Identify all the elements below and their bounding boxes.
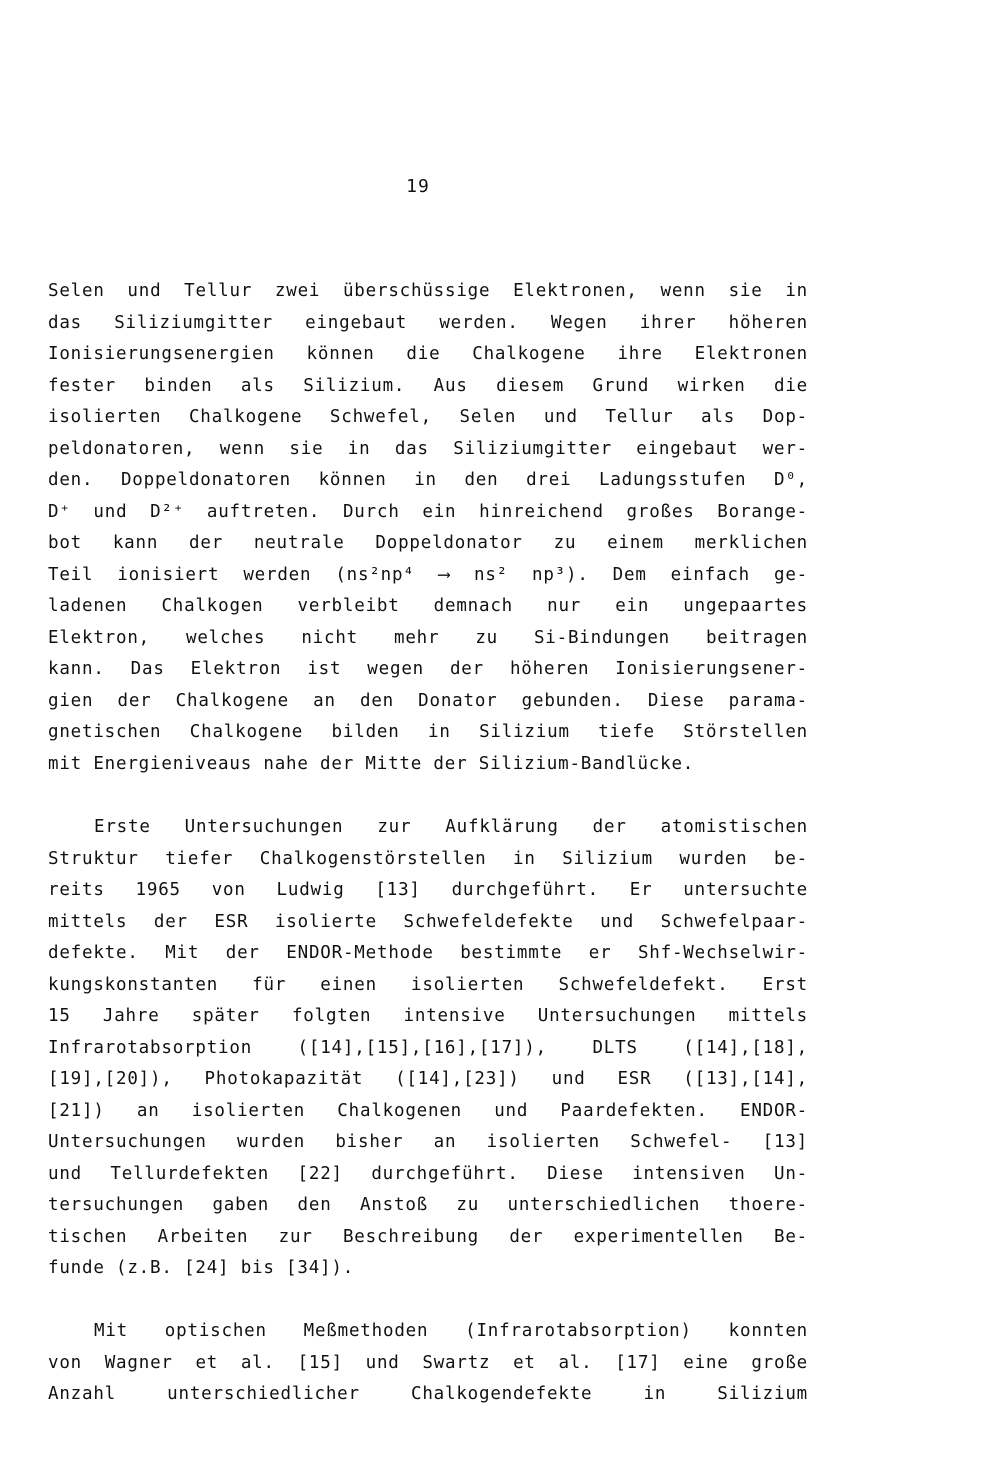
text-line: tersuchungen gaben den Anstoß zu unterschiedlichen thoere- xyxy=(48,1195,808,1215)
text-line: Teil ionisiert werden (ns²np⁴ ⟶ ns² np³). Dem einfach ge- xyxy=(48,564,808,585)
text-line: mittels der ESR isolierte Schwefeldefekte und Schwefelpaar- xyxy=(48,911,808,932)
text-line: Elektron, welches nicht mehr zu Si-Bindungen beitragen xyxy=(48,627,808,648)
page-number: 19 xyxy=(406,176,430,197)
text-line: Ionisierungsenergien können die Chalkogene ihre Elektronen xyxy=(48,344,808,364)
text-line: von Wagner et al. [15] und Swartz et al. [17] eine große xyxy=(48,1352,808,1373)
paragraph-early-investigations xyxy=(48,812,808,1285)
text-line: Anzahl unterschiedlicher Chalkogendefekte in Silizium xyxy=(48,1384,808,1404)
text-line: Selen und Tellur zwei überschüssige Elektronen, wenn sie in xyxy=(48,281,808,301)
text-line: isolierten Chalkogene Schwefel, Selen und Tellur als Dop- xyxy=(48,407,808,427)
text-line: Infrarotabsorption ([14],[15],[16],[17]), DLTS ([14],[18], xyxy=(48,1037,808,1058)
text-line: den. Doppeldonatoren können in den drei Ladungsstufen D⁰, xyxy=(48,470,808,490)
text-line: 15 Jahre später folgten intensive Untersuchungen mittels xyxy=(48,1006,808,1026)
text-line: fester binden als Silizium. Aus diesem Grund wirken die xyxy=(48,375,808,396)
text-line: D⁺ und D²⁺ auftreten. Durch ein hinreichend großes Borange- xyxy=(48,501,808,522)
text-line: das Siliziumgitter eingebaut werden. Wegen ihrer höheren xyxy=(48,312,808,333)
text-line: und Tellurdefekten [22] durchgeführt. Diese intensiven Un- xyxy=(48,1163,808,1184)
text-line: gien der Chalkogene an den Donator gebunden. Diese parama- xyxy=(48,690,808,711)
paragraph-chalkogen-donors xyxy=(48,276,808,780)
text-line: peldonatoren, wenn sie in das Siliziumgitter eingebaut wer- xyxy=(48,438,808,459)
text-line: tischen Arbeiten zur Beschreibung der experimentellen Be- xyxy=(48,1226,808,1247)
text-line: gnetischen Chalkogene bilden in Silizium tiefe Störstellen xyxy=(48,722,808,742)
text-line: mit Energieniveaus nahe der Mitte der Silizium-Bandlücke. xyxy=(48,753,695,774)
text-line: Untersuchungen wurden bisher an isolierten Schwefel- [13] xyxy=(48,1132,808,1152)
text-line: funde (z.B. [24] bis [34]). xyxy=(48,1258,355,1278)
text-line: reits 1965 von Ludwig [13] durchgeführt. Er untersuchte xyxy=(48,880,808,900)
text-line: ladenen Chalkogen verbleibt demnach nur ein ungepaartes xyxy=(48,596,808,616)
text-line: [21]) an isolierten Chalkogenen und Paardefekten. ENDOR- xyxy=(48,1100,808,1121)
text-line: Struktur tiefer Chalkogenstörstellen in Silizium wurden be- xyxy=(48,848,808,869)
text-line: bot kann der neutrale Doppeldonator zu einem merklichen xyxy=(48,533,808,553)
text-line: Erste Untersuchungen zur Aufklärung der atomistischen xyxy=(94,817,808,837)
text-line: defekte. Mit der ENDOR-Methode bestimmte er Shf-Wechselwir- xyxy=(48,943,808,963)
text-line: [19],[20]), Photokapazität ([14],[23]) und ESR ([13],[14], xyxy=(48,1069,808,1089)
paragraph-optical-methods xyxy=(48,1316,808,1411)
text-line: Mit optischen Meßmethoden (Infrarotabsorption) konnten xyxy=(94,1321,808,1341)
text-line: kungskonstanten für einen isolierten Schwefeldefekt. Erst xyxy=(48,974,808,995)
text-line: kann. Das Elektron ist wegen der höheren Ionisierungsener- xyxy=(48,659,808,679)
